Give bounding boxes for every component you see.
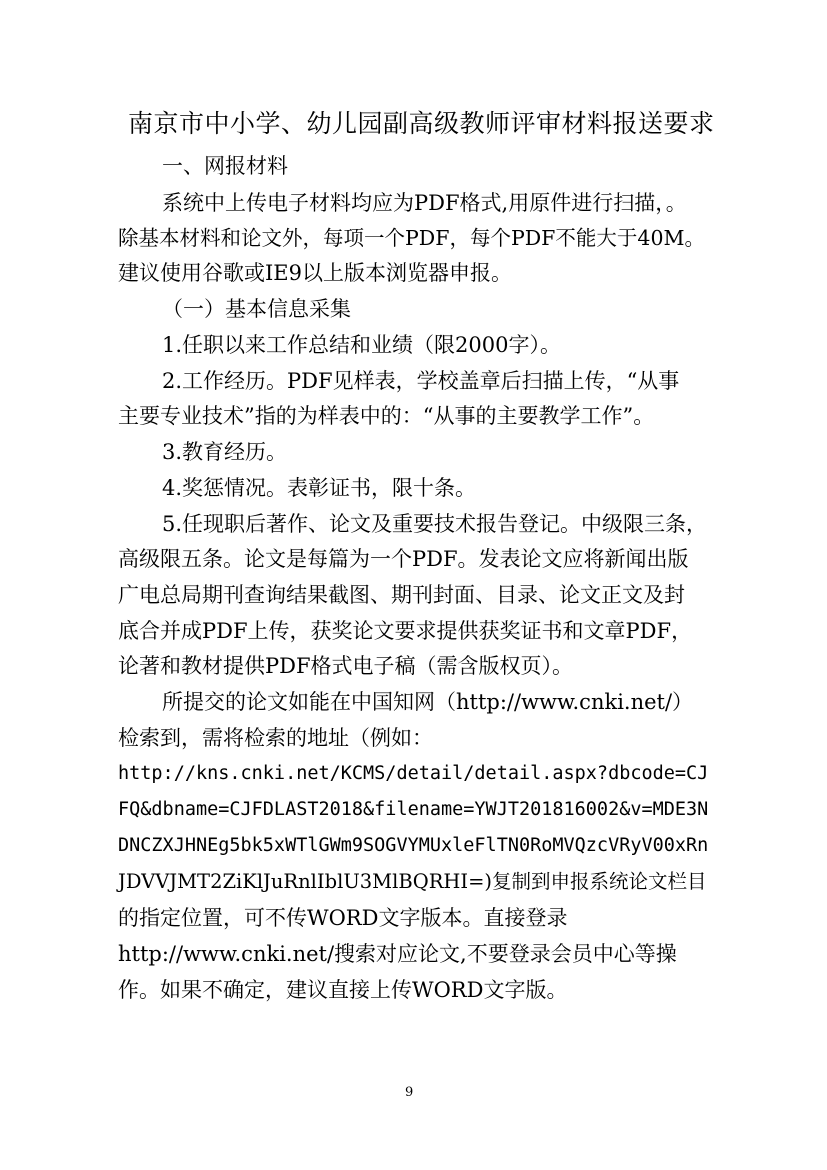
paragraph-line: 高级限五条。论文是每篇为一个PDF。发表论文应将新闻出版 [118,547,689,571]
paragraph-line: 系统中上传电子材料均应为PDF格式,用原件进行扫描，。 [162,191,687,215]
list-item: 3.教育经历。 [162,440,288,464]
list-item: 2.工作经历。PDF见样表，学校盖章后扫描上传，“从事 [162,369,680,393]
paragraph-line: 除基本材料和论文外，每项一个PDF，每个PDF不能大于40M。 [118,226,705,250]
subsection-heading: （一）基本信息采集 [162,297,351,321]
paragraph-line: 作。如果不确定，建议直接上传WORD文字版。 [118,978,568,1002]
document-title: 南京市中小学、幼儿园副高级教师评审材料报送要求 [128,109,715,138]
paragraph-line: 的指定位置，可不传WORD文字版本。直接登录 [118,906,568,930]
url-line: JDVVJMT2ZiKlJuRnlIblU3MlBQRHI=)复制到申报系统论文栏目 [118,870,707,893]
section-heading: 一、网报材料 [162,154,288,178]
page-number: 9 [405,1085,414,1100]
paragraph-line: 主要专业技术”指的为样表中的：“从事的主要教学工作”。 [118,404,655,428]
paragraph-line: 所提交的论文如能在中国知网（http://www.cnki.net/） [162,690,694,714]
paragraph-line: 建议使用谷歌或IE9以上版本浏览器申报。 [118,261,512,285]
paragraph-line: 广电总局期刊查询结果截图、期刊封面、目录、论文正文及封 [118,583,685,607]
list-item: 4.奖惩情况。表彰证书，限十条。 [162,476,477,500]
url-line: FQ&dbname=CJFDLAST2018&filename=YWJT201816002&v=MDE3N [118,799,709,820]
paragraph-line: http://www.cnki.net/搜索对应论文,不要登录会员中心等操 [118,942,677,966]
list-item: 1.任职以来工作总结和业绩（限2000字）。 [162,333,561,357]
paragraph-line: 论著和教材提供PDF格式电子稿（需含版权页）。 [118,654,574,678]
url-line: DNCZXJHNEg5bk5xWTlGWm9SOGVYMUxleFlTN0RoMVQzcVRyV00xRn [118,835,709,856]
url-line: http://kns.cnki.net/KCMS/detail/detail.aspx?dbcode=CJ [118,763,709,784]
paragraph-line: 检索到，需将检索的地址（例如： [118,726,433,750]
list-item: 5.任现职后著作、论文及重要技术报告登记。中级限三条， [162,512,708,536]
paragraph-line: 底合并成PDF上传，获奖论文要求提供获奖证书和文章PDF， [118,619,693,643]
